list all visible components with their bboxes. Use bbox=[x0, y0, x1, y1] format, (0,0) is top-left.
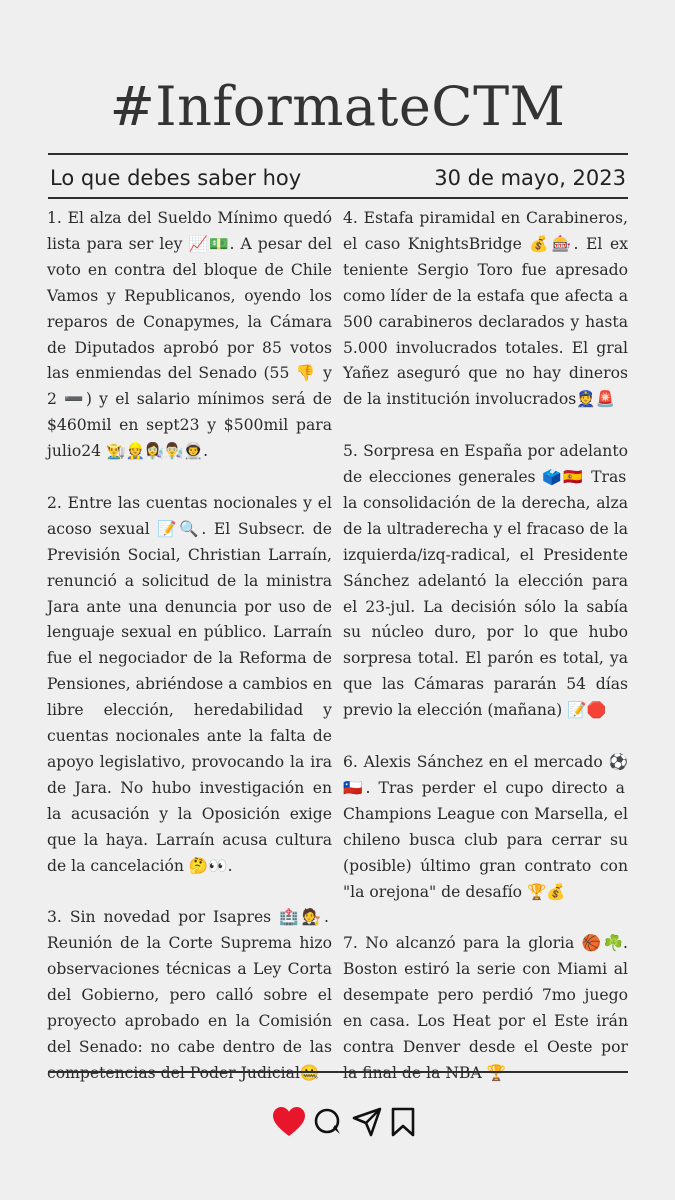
news-item-1: 1. El alza del Sueldo Mínimo quedó lista para ser ley 📈💵. A pesar del voto en contra del bloque de Chile Vamos y Republicanos, oyendo los reparos de Conapymes, la Cámara de Diputados aprobó por 85 votos las enmiendas del Senado (55 👎 y 2 ➖) y el salario mínimos será de $460mil en sept23 y $500mil para julio24 👨‍🌾👷👩‍🔬👨‍🔬👨‍🚀. bbox=[47, 209, 332, 461]
tagline: Lo que debes saber hoy bbox=[50, 166, 302, 190]
news-item-6: 6. Alexis Sánchez en el mercado ⚽🇨🇱. Tras perder el cupo directo a Champions League con Marsella, el chileno busca club para cerrar su (posible) último gran contrato con "la orejona" de desafío 🏆💰 bbox=[343, 753, 628, 901]
subheader bbox=[50, 162, 626, 194]
share-icon[interactable] bbox=[352, 1107, 382, 1137]
news-item-2: 2. Entre las cuentas nocionales y el acoso sexual 📝🔍. El Subsecr. de Previsión Social, Christian Larraín, renunció a solicitud de la ministra Jara ante una denuncia por uso de lenguaje sexual en público. Larraín fue el negociador de la Reforma de Pensiones, abriéndose a cambios en libre elección, heredabilidad y cuentas nocionales ante la falta de apoyo legislativo, provocando la ira de Jara. No hubo investigación en la acusación y la Oposición exige que la haya. Larraín acusa cultura de la cancelación 🤔👀. bbox=[47, 493, 332, 875]
issue-date: 30 de mayo, 2023 bbox=[434, 166, 626, 190]
bottom-divider bbox=[48, 1071, 628, 1073]
bookmark-icon[interactable] bbox=[391, 1107, 415, 1137]
action-bar bbox=[0, 1104, 675, 1144]
page-title: #InformateCTM bbox=[109, 75, 566, 138]
comment-icon[interactable] bbox=[313, 1107, 343, 1137]
news-item-3: 3. Sin novedad por Isapres 🏥🧑‍⚖️. Reunión de la Corte Suprema hizo observaciones técnicas a Ley Corta del Gobierno, pero calló sobre el proyecto aprobado en la Comisión del Senado: no cabe dentro de las bbox=[47, 908, 332, 1056]
subheader-divider bbox=[48, 197, 628, 199]
top-divider bbox=[48, 153, 628, 155]
heart-icon[interactable] bbox=[271, 1104, 307, 1140]
right-column bbox=[343, 206, 628, 1087]
left-column bbox=[47, 206, 332, 1087]
news-item-4: 4. Estafa piramidal en Carabineros, el caso KnightsBridge 💰🎰. El ex teniente Sergio Toro fue apresado como líder de la estafa que afecta a 500 carabineros declarados y hasta 5.000 involucrados totales. El gral Yañez aseguró que no hay dineros de la institución involucrados👮🚨 bbox=[343, 209, 628, 409]
news-item-5: 5. Sorpresa en España por adelanto de elecciones generales 🗳️🇪🇸 Tras la consolidación de la derecha, alza de la ultraderecha y el fracaso de la izquierda/izq-radical, el Presidente Sánchez adelantó la elección para el 23-jul. La decisión sólo la sabía su núcleo duro, por lo que hubo sorpresa total. El parón es total, ya que las Cámaras pararán 54 días previo la elección (mañana) 📝🛑 bbox=[343, 442, 628, 720]
news-item-7: 7. No alcanzó para la gloria 🏀☘️. Boston estiró la serie con Miami al desempate pero perdió 7mo juego en casa. Los Heat por el Este irán contra Denver desde el Oeste por bbox=[343, 934, 628, 1056]
